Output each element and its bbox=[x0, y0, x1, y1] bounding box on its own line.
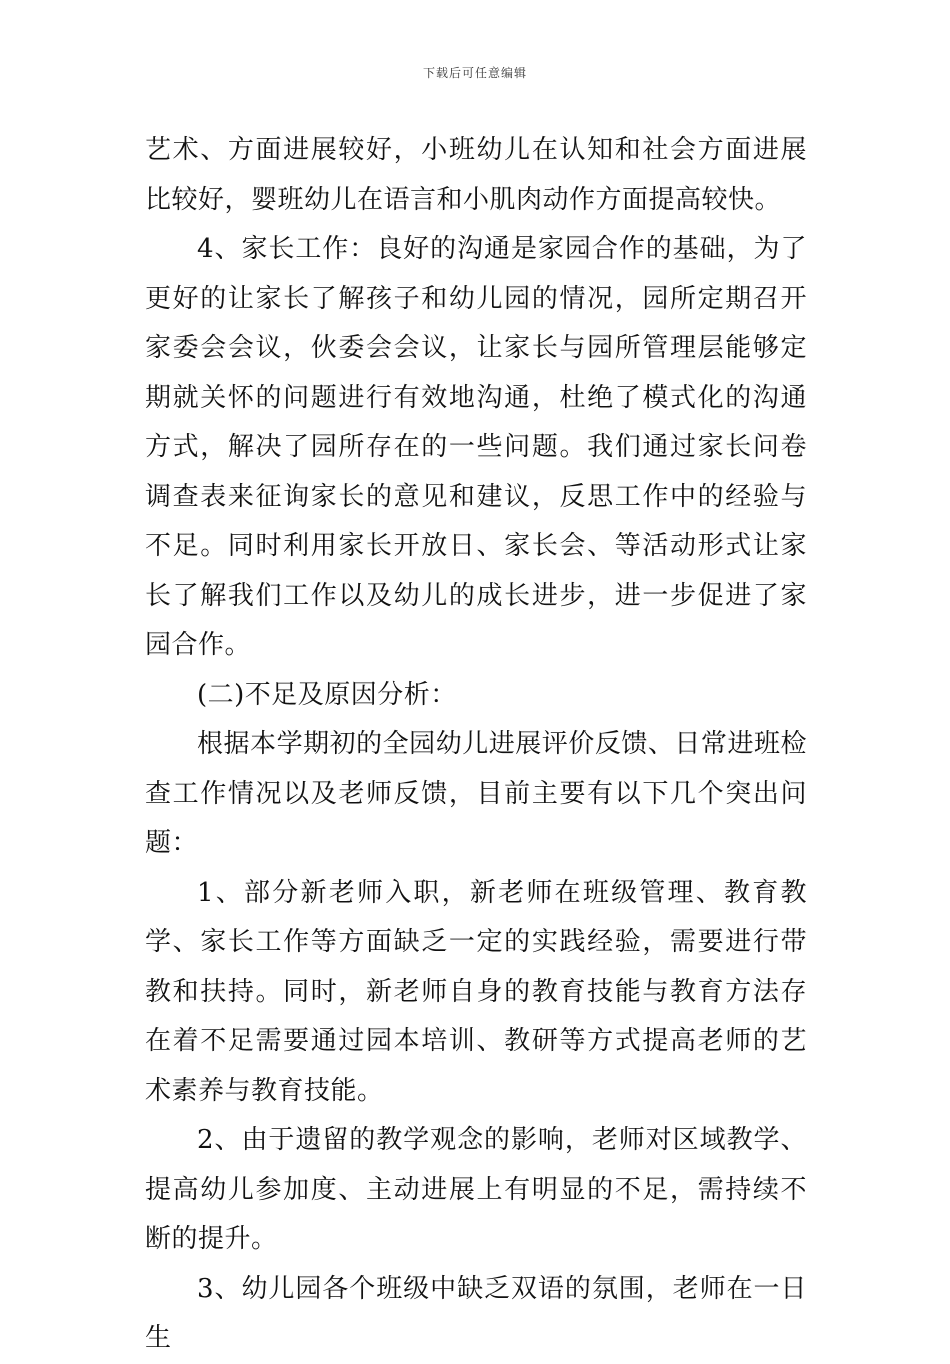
paragraph-4: 根据本学期初的全园幼儿进展评价反馈、日常进班检查工作情况以及老师反馈，目前主要有以下几个突出问题： bbox=[145, 729, 807, 858]
paragraph-2: 4、家长工作：良好的沟通是家园合作的基础，为了更好的让家长了解孩子和幼儿园的情况，园所定期召开家委会会议，伙委会会议，让家长与园所管理层能够定期就关怀的问题进行有效地沟通，杜绝了模式化的沟通方式，解决了园所存在的一些问题。我们通过家长问卷调查表来征询家长的意见和建议，反思工作中的经验与不足。同时利用家长开放日、家长会、等活动形式让家长了解我们工作以及幼儿的成长进步，进一步促进了家园合作。 bbox=[145, 234, 807, 660]
paragraph-7: 3、幼儿园各个班级中缺乏双语的氛围，老师在一日生 bbox=[145, 1273, 807, 1353]
paragraph-6: 2、由于遗留的教学观念的影响，老师对区域教学、提高幼儿参加度、主动进展上有明显的不足，需持续不断的提升。 bbox=[145, 1125, 807, 1254]
paragraph-1: 艺术、方面进展较好，小班幼儿在认知和社会方面进展比较好，婴班幼儿在语言和小肌肉动作方面提高较快。 bbox=[145, 135, 807, 215]
paragraph-3: (二)不足及原因分析： bbox=[197, 679, 457, 710]
document-body bbox=[145, 126, 807, 1364]
paragraph-5: 1、部分新老师入职，新老师在班级管理、教育教学、家长工作等方面缺乏一定的实践经验，需要进行带教和扶持。同时，新老师自身的教育技能与教育方法存在着不足需要通过园本培训、教研等方式提高老师的艺术素养与教育技能。 bbox=[145, 877, 807, 1106]
page-header: 下载后可任意编辑 bbox=[422, 66, 527, 80]
